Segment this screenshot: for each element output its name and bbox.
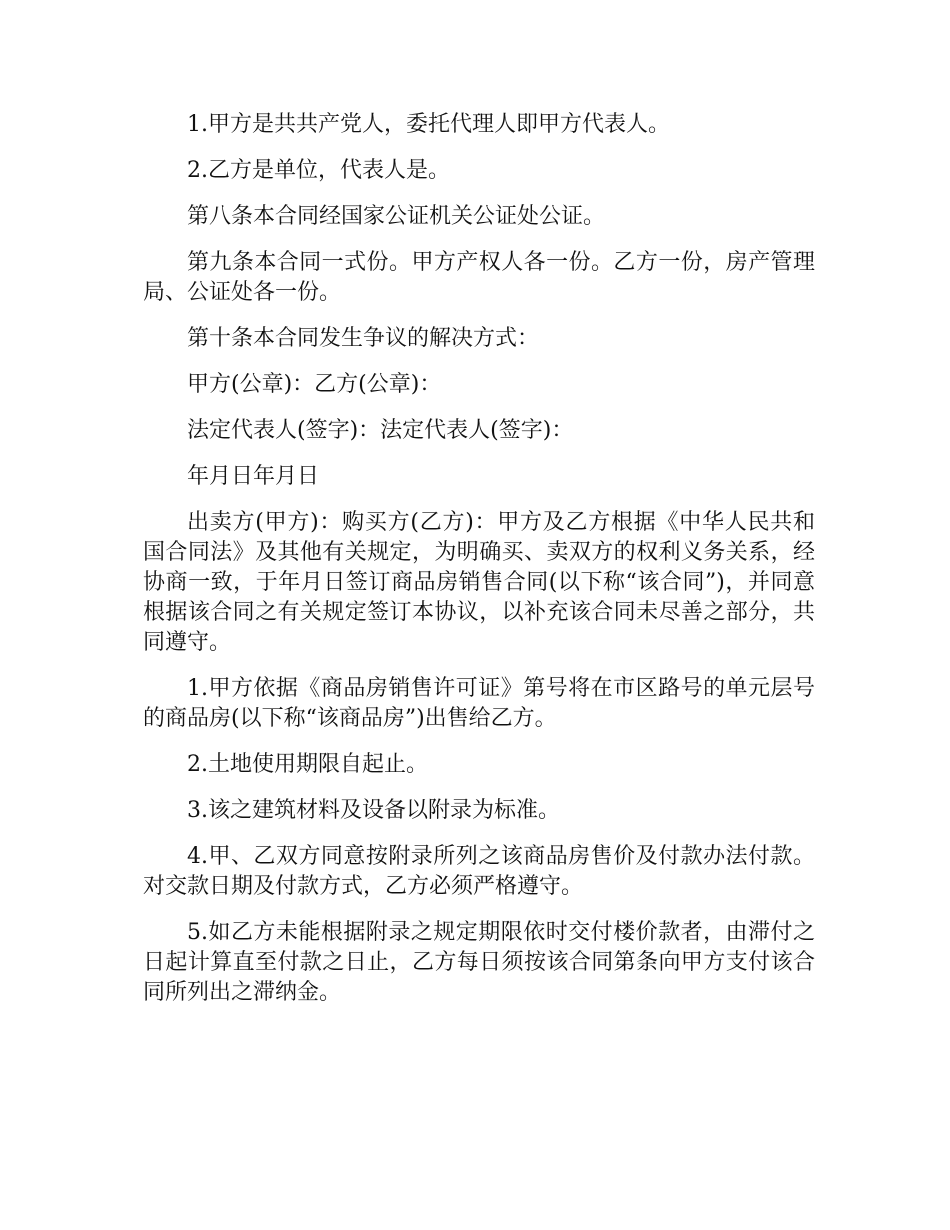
paragraph-dates: 年月日年月日 <box>187 464 320 489</box>
paragraph-article-8: 第八条本合同经国家公证机关公证处公证。 <box>187 204 606 229</box>
document-body <box>143 110 815 1024</box>
paragraph-party-b-representative: 2.乙方是单位，代表人是。 <box>187 158 450 183</box>
paragraph-clause-2: 2.土地使用期限自起止。 <box>187 752 428 777</box>
paragraph-clause-5: 5.如乙方未能根据附录之规定期限依时交付楼价款者，由滞付之日起计算直至付款之日止，乙方每日须按该合同第条向甲方支付该合同所列出之滞纳金。 <box>143 920 815 1005</box>
paragraph-article-10: 第十条本合同发生争议的解决方式： <box>187 326 540 351</box>
paragraph-article-9: 第九条本合同一式份。甲方产权人各一份。乙方一份，房产管理局、公证处各一份。 <box>143 250 815 305</box>
paragraph-party-a-representative: 1.甲方是共共产党人，委托代理人即甲方代表人。 <box>187 112 670 137</box>
paragraph-agreement-intro: 出卖方(甲方)：购买方(乙方)：甲方及乙方根据《中华人民共和国合同法》及其他有关规定，为明确买、卖双方的权利义务关系，经协商一致，于年月日签订商品房销售合同(以下称“该合同”)，并同意根据该合同之有关规定签订本协议，以补充该合同未尽善之部分，共同遵守。 <box>143 510 815 655</box>
paragraph-clause-4: 4.甲、乙双方同意按附录所列之该商品房售价及付款办法付款。对交款日期及付款方式，乙方必须严格遵守。 <box>143 844 815 899</box>
paragraph-clause-3: 3.该之建筑材料及设备以附录为标准。 <box>187 798 560 823</box>
paragraph-seals: 甲方(公章)：乙方(公章)： <box>187 372 442 397</box>
paragraph-signatures: 法定代表人(签字)：法定代表人(签字)： <box>187 418 574 443</box>
paragraph-clause-1: 1.甲方依据《商品房销售许可证》第号将在市区路号的单元层号的商品房(以下称“该商品房”)出售给乙方。 <box>143 676 815 731</box>
